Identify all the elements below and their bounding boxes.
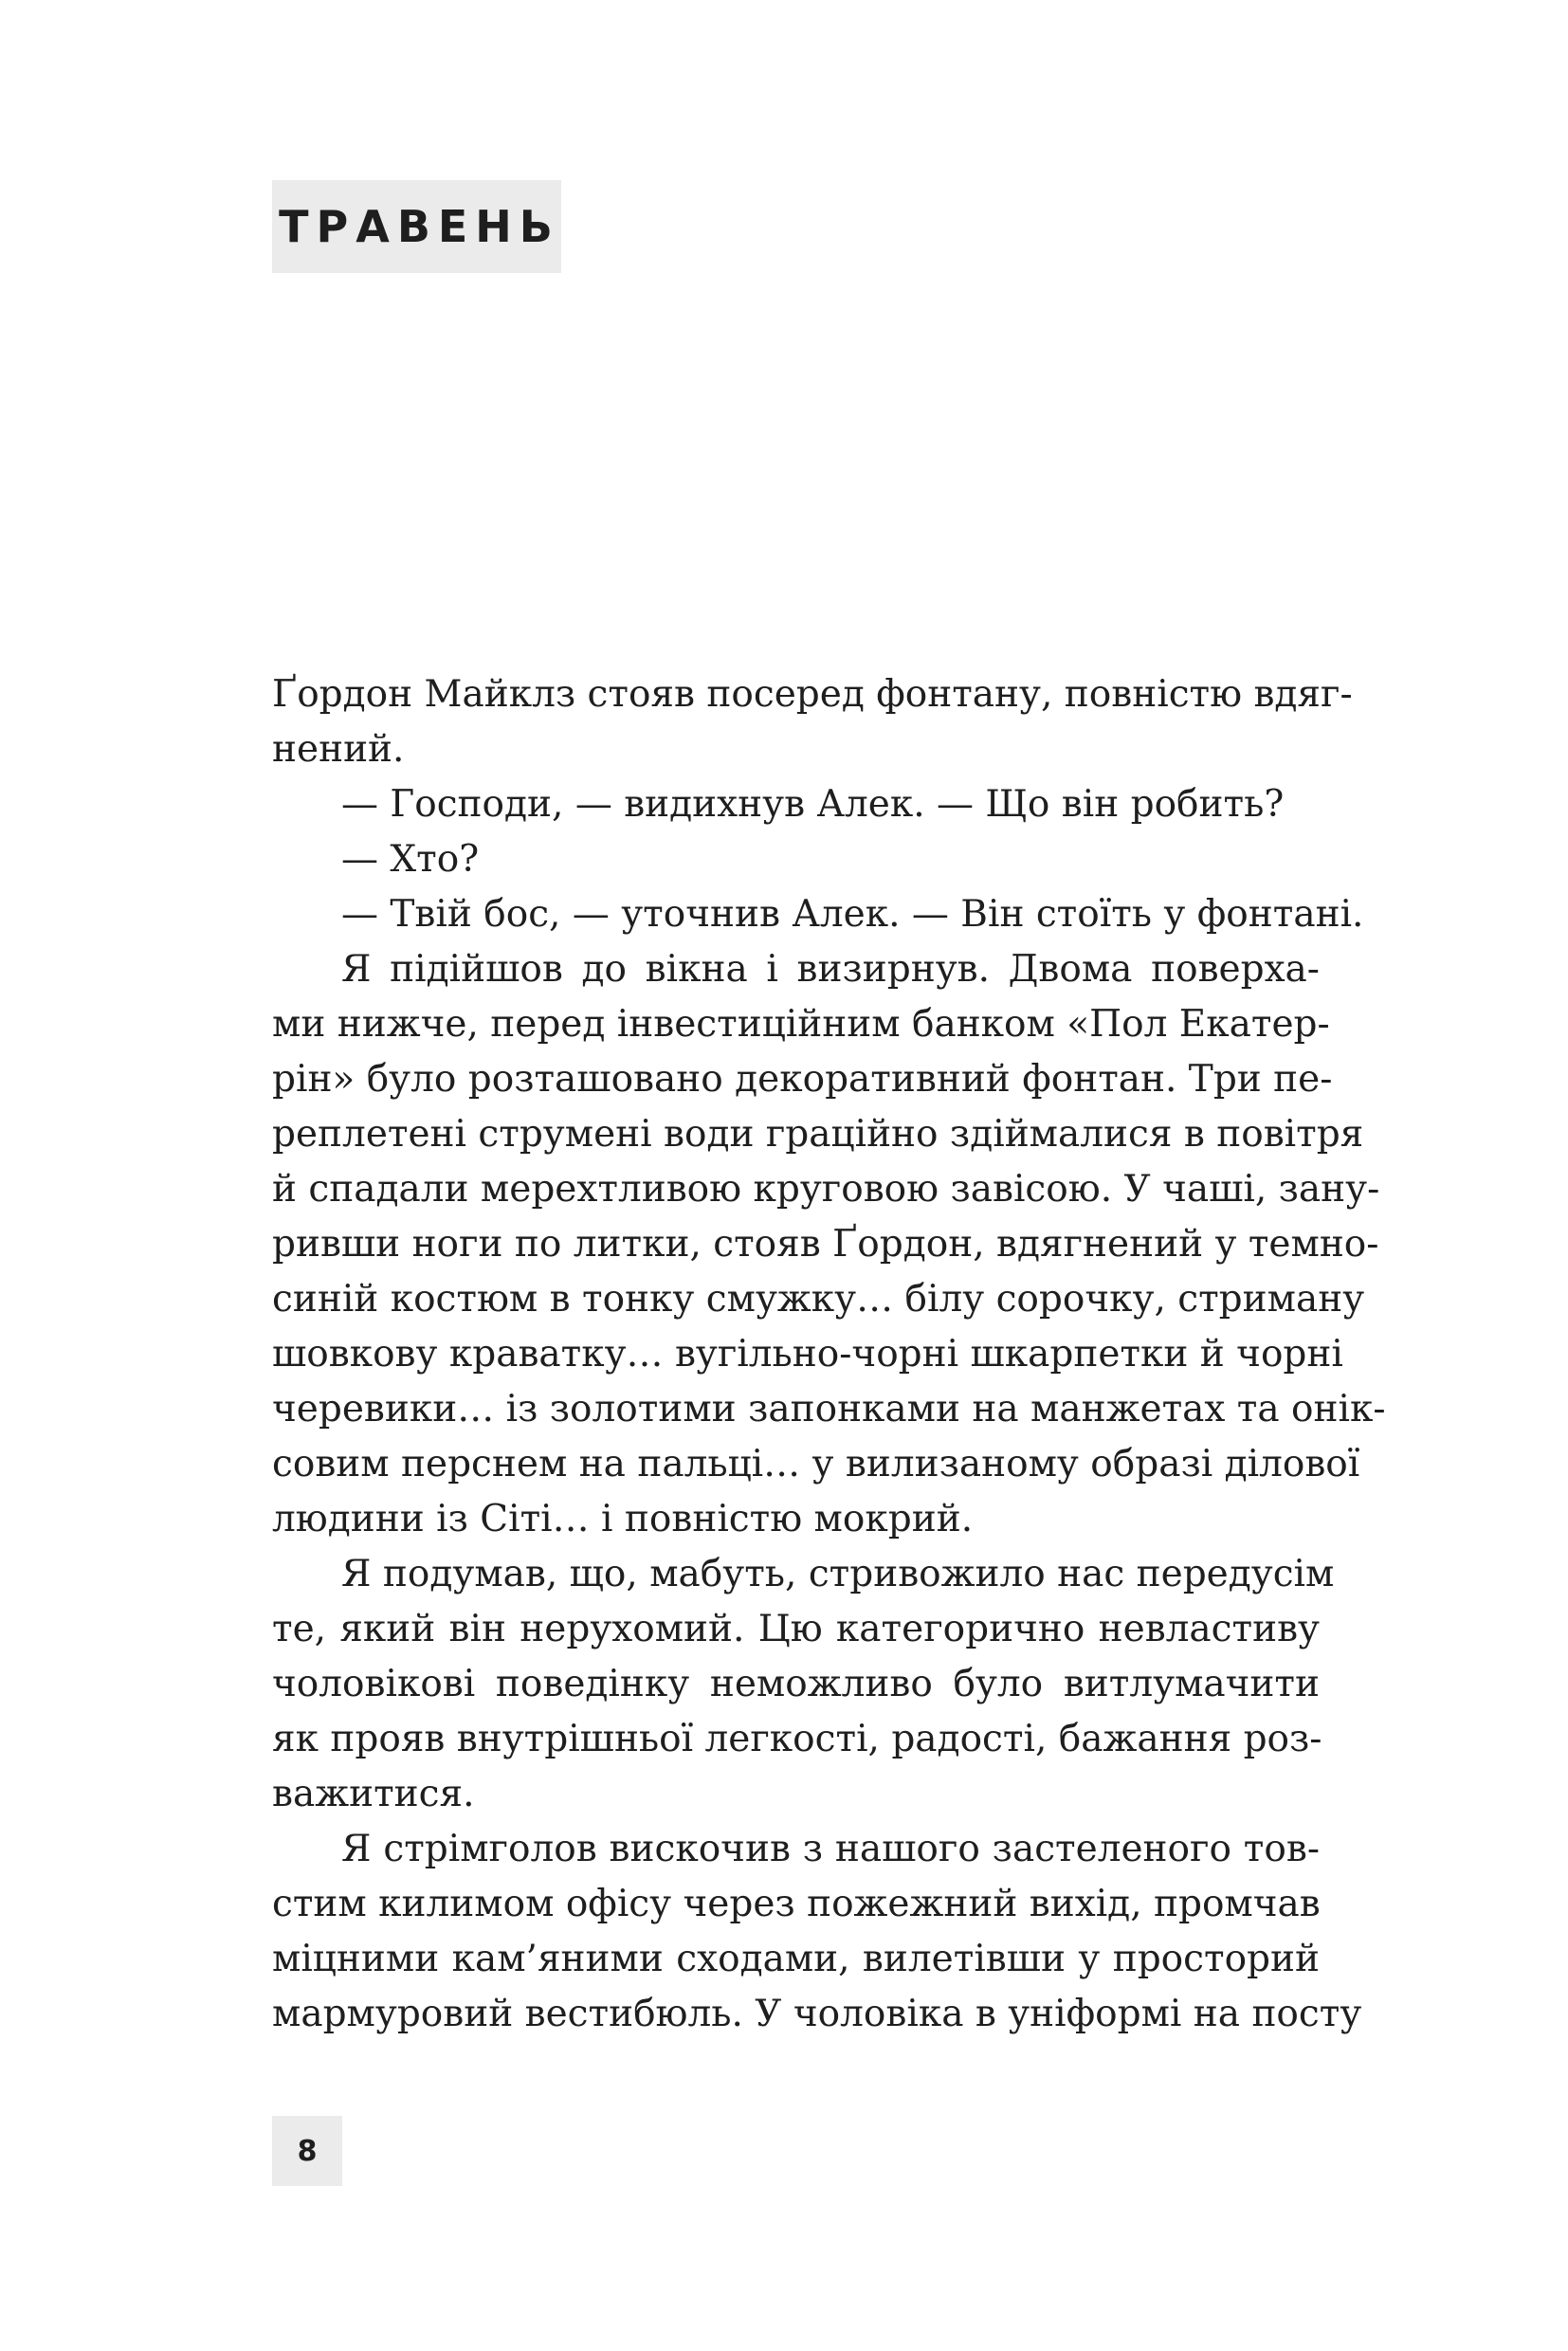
text-line: те, який він нерухомий. Цю категорично невластиву [272,1608,1320,1650]
body-text [272,667,1386,2042]
text-line: нений. [272,728,405,771]
text-line: реплетені струмені води граційно здіймалися в повітря [272,1113,1364,1156]
chapter-title: ТРАВЕНЬ [279,201,560,252]
text-line: рін» було розташовано декоративний фонтан. Три пе- [272,1058,1333,1101]
text-line: совим перснем на пальці… у вилизаному образі ділової [272,1443,1360,1485]
text-line: ми нижче, перед інвестиційним банком «Пол Екатер- [272,1003,1330,1046]
text-line: важитися. [272,1773,475,1815]
text-line: синій костюм в тонку смужку… білу сорочку, стриману [272,1278,1365,1321]
page-number-box [272,2116,342,2186]
text-line: людини із Сіті… і повністю мокрий. [272,1498,974,1540]
text-line: черевики… із золотими запонками на манжетах та онік- [272,1388,1386,1431]
text-line: мармуровий вестибюль. У чоловіка в уніформі на посту [272,1993,1362,2035]
text-line: — Господи, — видихнув Алек. — Що він робить? [341,783,1285,826]
chapter-heading-box [272,180,561,273]
text-line: Ґордон Майклз стояв посеред фонтану, повністю вдяг- [272,673,1353,716]
text-line: — Твій бос, — уточнив Алек. — Він стоїть у фонтані. [341,893,1364,936]
text-line: стим килимом офісу через пожежний вихід, промчав [272,1883,1321,1925]
text-line: — Хто? [341,838,480,881]
text-line: міцними кам’яними сходами, вилетівши у просторий [272,1938,1320,1980]
text-line: шовкову краватку… вугільно-чорні шкарпетки й чорні [272,1333,1343,1376]
text-line: Я підійшов до вікна і визирнув. Двома поверха- [341,948,1320,991]
text-line: як прояв внутрішньої легкості, радості, бажання роз- [272,1718,1322,1760]
text-line: Я подумав, що, мабуть, стривожило нас передусім [341,1553,1335,1595]
text-line: Я стрімголов вискочив з нашого застеленого тов- [341,1828,1320,1870]
page-number: 8 [297,2134,318,2168]
text-line: й спадали мерехтливою круговою завісою. У чаші, зану- [272,1168,1380,1211]
text-line: чоловікові поведінку неможливо було витлумачити [272,1663,1320,1705]
text-line: ривши ноги по литки, стояв Ґордон, вдягнений у темно- [272,1223,1379,1266]
